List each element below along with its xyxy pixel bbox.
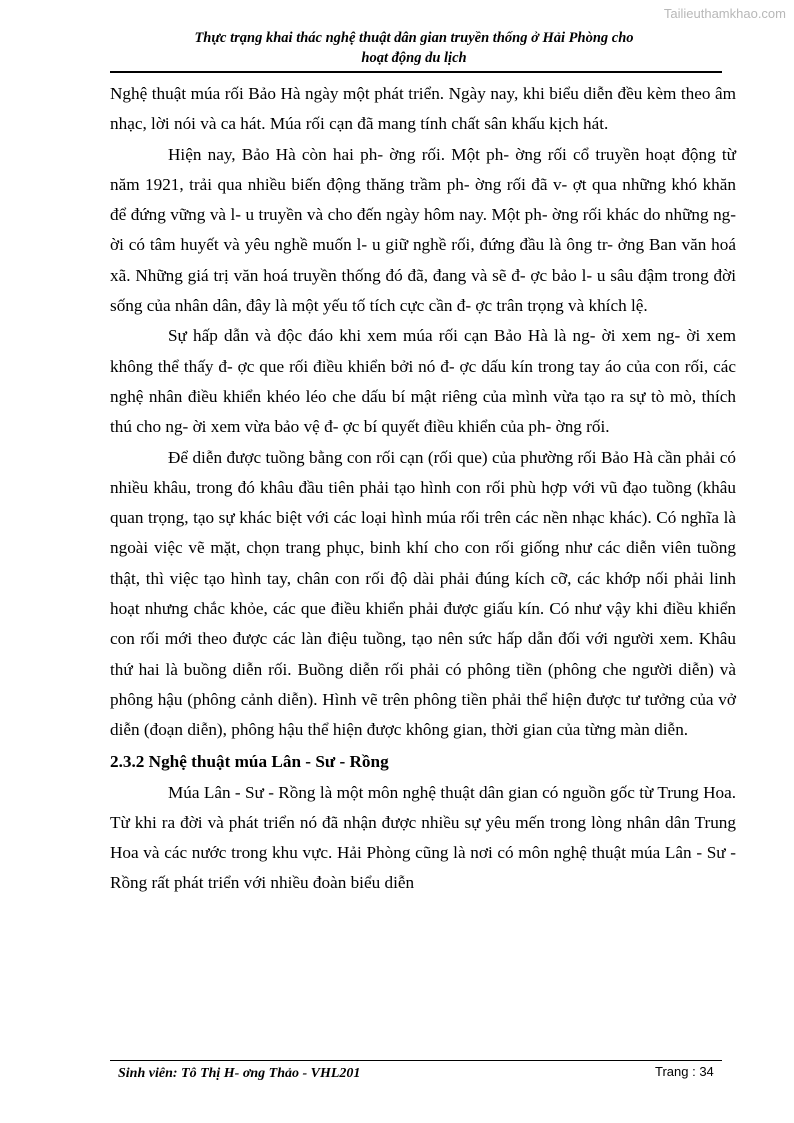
watermark: Tailieuthamkhao.com: [663, 6, 786, 21]
section-paragraph: Múa Lân - Sư - Rồng là một môn nghệ thuật dân gian có nguồn gốc từ Trung Hoa. Từ khi ra đời và phát triển nó đã nhận được nhiều sự yêu mến trong lòng nhân dân Trung Hoa và các nước trong khu vực. Hải Phòng cũng là nơi có môn nghệ thuật múa Lân - Sư - Rồng rất phát triển với nhiều đoàn biểu diễn: [110, 782, 736, 893]
paragraph-3: Sự hấp dẫn và độc đáo khi xem múa rối cạn Bảo Hà là ng- ời xem ng- ời xem không thể thấy đ- ợc que rối điều khiển bởi nó đ- ợc dấu kín trong tay áo của con rối, các nghệ nhân điều khiển khéo léo che dấu bí mật riêng của mình vừa tạo ra sự tò mò, thích thú cho ng- ời xem vừa bảo vệ đ- ợc bí quyết điều khiển của ph- ờng rối.: [110, 326, 736, 437]
header-divider: [110, 71, 722, 73]
paragraph-4: Để diễn được tuồng bằng con rối cạn (rối que) của phường rối Bảo Hà cần phải có nhiều khâu, trong đó khâu đầu tiên phải tạo hình con rối phù hợp với vũ đạo tuồng (khâu quan trọng, tạo sự khác biệt với các loại hình múa rối trên các nền nhạc khác). Có nghĩa là ngoài việc vẽ mặt, chọn trang phục, binh khí cho con rối giống như các diễn viên tuồng thật, thì việc tạo hình tay, chân con rối độ dài phải đúng kích cỡ, các khớp nối phải linh hoạt nhưng chắc khỏe, các que điều khiển phải được giấu kín. Có như vậy khi điều khiển con rối mới theo được các làn điệu tuồng, tạo nên sức hấp dẫn đối với người xem. Khâu thứ hai là buồng diễn rối. Buồng diễn rối phải có phông tiền (phông che người diễn) và phông hậu (phông cảnh diễn). Hình vẽ trên phông tiền phải thể hiện được tư tưởng của vở diễn (đoạn diễn), phông hậu thể hiện được không gian, thời gian của từng màn diễn.: [110, 447, 736, 740]
paragraph-2: Hiện nay, Bảo Hà còn hai ph- ờng rối. Một ph- ờng rối cổ truyền hoạt động từ năm 1921, trải qua nhiều biến động thăng trầm ph- ờng rối đã v- ợt qua những khó khăn để đứng vững và l- u truyền và cho đến ngày hôm nay. Một ph- ờng rối khác do những ng- ời có tâm huyết và yêu nghề muốn l- u giữ nghề rối, đứng đầu là ông tr- ởng Ban văn hoá xã. Những giá trị văn hoá truyền thống đó đã, đang và sẽ đ- ợc bảo l- u sâu đậm trong đời sống của nhân dân, đây là một yếu tố tích cực cần đ- ợc trân trọng và khích lệ.: [110, 144, 736, 316]
section-title: 2.3.2 Nghệ thuật múa Lân - Sư - Rồng: [110, 751, 389, 771]
footer-divider: [110, 1060, 722, 1061]
paragraph-1: Nghệ thuật múa rối Bảo Hà ngày một phát triển. Ngày nay, khi biểu diễn đều kèm theo âm nhạc, lời nói và ca hát. Múa rối cạn đã mang tính chất sân khấu kịch hát.: [110, 84, 736, 134]
header-title-line-2: hoạt động du lịch: [361, 50, 467, 66]
footer-page-number: Trang : 34: [655, 1064, 714, 1079]
page-header: [110, 28, 718, 68]
footer-author: Sinh viên: Tô Thị H- ơng Thảo - VHL201: [118, 1066, 361, 1081]
page-content: [110, 79, 736, 899]
header-title-line-1: Thực trạng khai thác nghệ thuật dân gian truyền thống ở Hải Phòng cho: [194, 30, 634, 46]
